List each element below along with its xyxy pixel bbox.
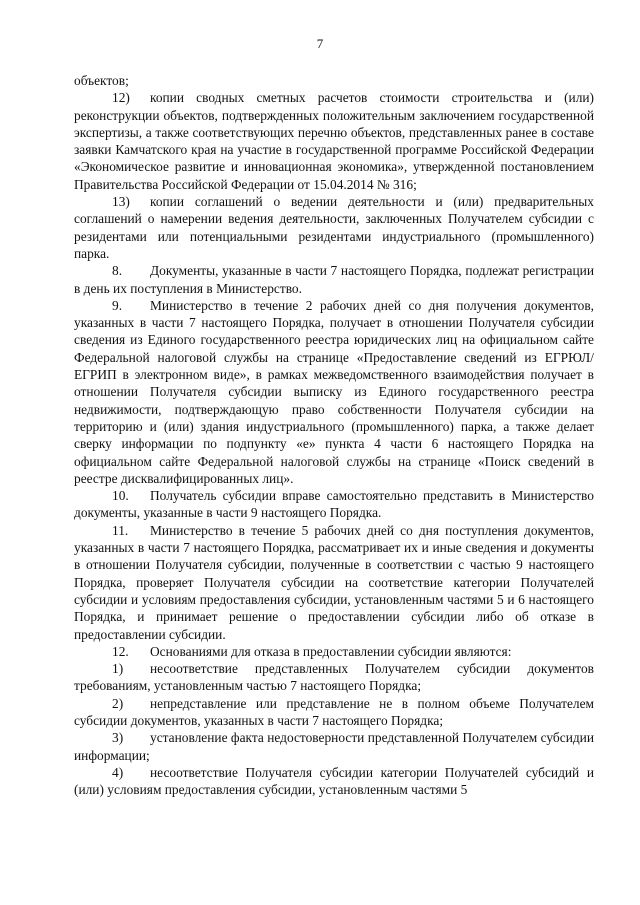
paragraph	[74, 297, 594, 487]
paragraph-number: 12.	[112, 643, 129, 659]
paragraph-number: 3)	[112, 730, 124, 746]
paragraph-number: 8.	[112, 263, 123, 279]
paragraph-number: 1)	[112, 661, 124, 677]
paragraph-text: Министерство в течение 5 рабочих дней со дня поступления документов, указанных в части 7 настоящего Порядка, рассматривает их и иные сведения и документы в отношении Получателя субсидии, полученные в соответствии с частью 9 настоящего Порядка, проверяет Получателя субсидии на соответствие категории Получателей субсидии и условиям предоставления субсидии, установленным частями 5 и 6 настоящего Порядка, и принимает решение о предоставлении субсидии либо об отказе в предоставлении субсидии.	[74, 522, 594, 642]
paragraph-text: установление факта недостоверности представленной Получателем субсидии информации;	[74, 730, 594, 763]
paragraph	[74, 643, 594, 660]
paragraph	[74, 729, 594, 764]
paragraph-text: непредставление или представление не в полном объеме Получателем субсидии документов, указанных в части 7 настоящего Порядка;	[74, 695, 594, 728]
paragraph	[74, 193, 594, 262]
paragraph-text: несоответствие представленных Получателем субсидии документов требованиям, установленным частью 7 настоящего Порядка;	[74, 661, 594, 694]
paragraph	[74, 487, 594, 522]
paragraph-number: 11.	[112, 522, 129, 538]
paragraph	[74, 695, 594, 730]
paragraph	[74, 89, 594, 193]
paragraph-text: объектов;	[74, 73, 129, 88]
paragraph-number: 2)	[112, 695, 124, 711]
paragraph-number: 12)	[112, 90, 130, 106]
paragraph	[74, 660, 594, 695]
paragraph-number: 4)	[112, 764, 124, 780]
paragraph-number: 13)	[112, 194, 130, 210]
paragraph-text: Основаниями для отказа в предоставлении субсидии являются:	[150, 643, 512, 659]
paragraph-text: несоответствие Получателя субсидии категории Получателей субсидий и (или) условиям предоставления субсидии, установленным частями 5	[74, 764, 594, 798]
paragraph	[74, 72, 594, 89]
paragraph	[74, 764, 594, 799]
page-number: 7	[316, 36, 324, 51]
paragraph	[74, 262, 594, 297]
paragraph-text: копии сводных сметных расчетов стоимости строительства и (или) реконструкции объектов, подтвержденных положительным заключением государственной экспертизы, а также соответствующих перечню объектов, представленных ранее в составе заявки Камчатского края на участие в государственной программе Российской Федерации «Экономическое развитие и инновационная экономика», утвержденной постановлением Правительства Российской Федерации от 15.04.2014 № 316;	[74, 90, 594, 192]
paragraph-number: 9.	[112, 297, 123, 313]
paragraph-text: Получатель субсидии вправе самостоятельно представить в Министерство документы, указанные в части 9 настоящего Порядка.	[74, 488, 594, 521]
paragraph-text: Документы, указанные в части 7 настоящего Порядка, подлежат регистрации в день их поступления в Министерство.	[74, 263, 594, 296]
paragraph-text: Министерство в течение 2 рабочих дней со дня получения документов, указанных в части 7 настоящего Порядка, получает в отношении Получателя субсидии сведения из Единого государственного реестра юридических лиц на официальном сайте Федеральной налоговой службы на странице «Предоставление сведений из ЕГРЮЛ/ЕГРИП в электронном виде», в рамках межведомственного взаимодействия получает в отношении Получателя субсидии выписку из Единого государственного реестра недвижимости, подтверждающую право собственности Получателя субсидии на территорию и (или) здания индустриального (промышленного) парка, а также делает сверку информации по подпункту «е» пункта 4 части 6 настоящего Порядка на официальном сайте Федеральной налоговой службы на странице «Поиск сведений в реестре дисквалифицированных лиц».	[74, 297, 594, 486]
document-body	[74, 72, 594, 798]
paragraph-number: 10.	[112, 488, 129, 504]
paragraph	[74, 522, 594, 643]
paragraph-text: копии соглашений о ведении деятельности и (или) предварительных соглашений о намерении ведения деятельности, заключенных Получателем субсидии с резидентами или потенциальными резидентами индустриального (промышленного) парка.	[74, 194, 594, 261]
